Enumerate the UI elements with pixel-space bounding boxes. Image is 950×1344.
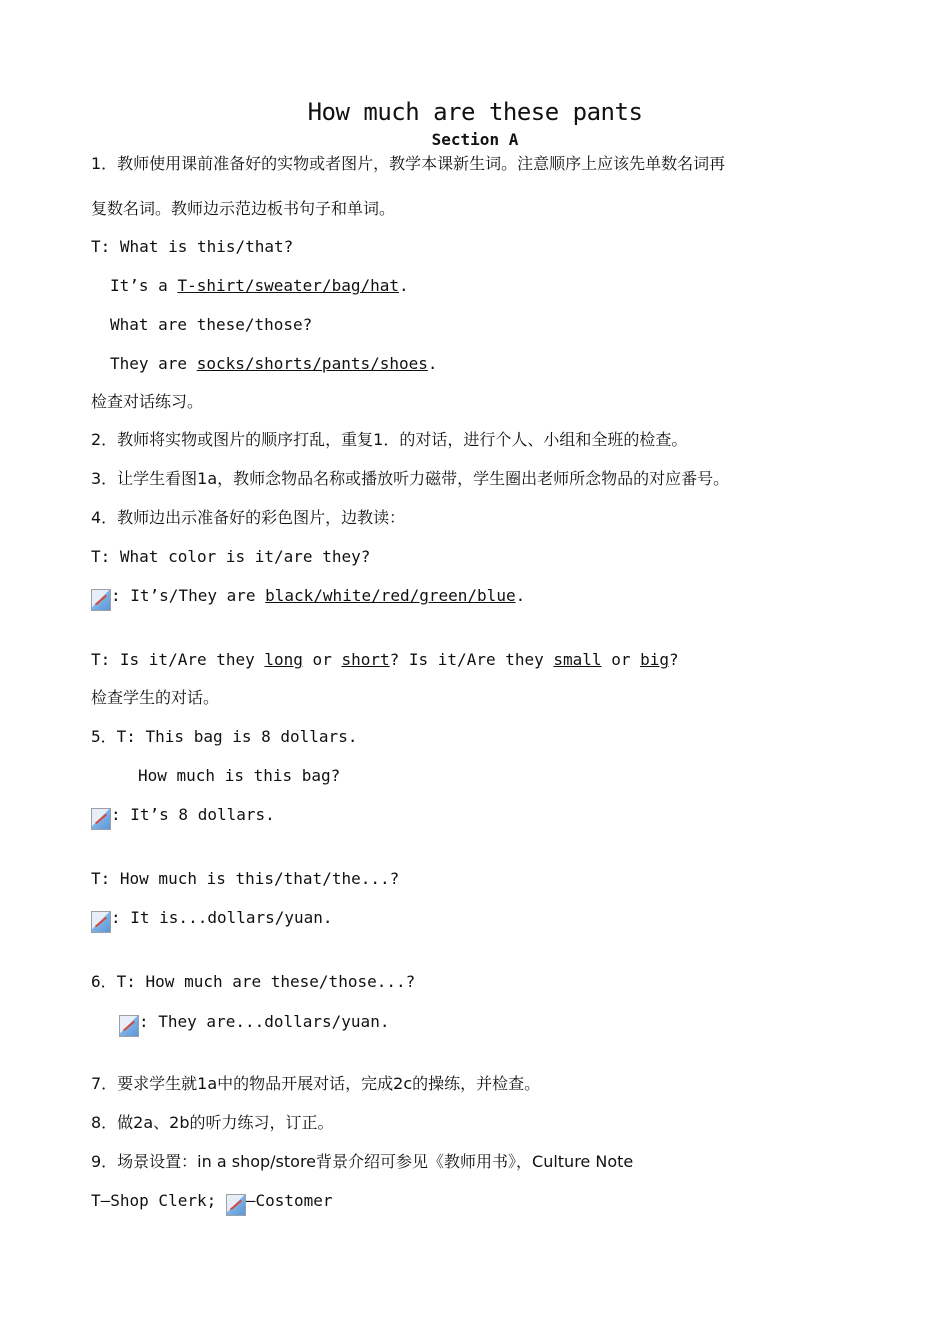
dialogue-line: T: How much is this/that/the...? [91, 869, 400, 888]
dialogue-line [119, 1012, 389, 1037]
underlined-words: T-shirt/sweater/bag/hat [177, 276, 399, 295]
dialogue-line: T: What is this/that? [91, 237, 294, 256]
dialogue-line [91, 586, 525, 611]
step-8: 8．做2a、2b的听力练习，订正。 [91, 1113, 334, 1132]
broken-image-icon [91, 911, 111, 933]
text-span: T—Shop Clerk; [91, 1191, 226, 1210]
dialogue-line [110, 276, 409, 296]
step-1-line-1: 1．教师使用课前准备好的实物或者图片，教学本课新生词。注意顺序上应该先单数名词再 [91, 154, 726, 173]
role-line [91, 1191, 333, 1216]
step-7: 7．要求学生就1a中的物品开展对话，完成2c的操练，并检查。 [91, 1074, 541, 1093]
text-span: They are [110, 354, 197, 373]
text-span: T: Is it/Are they [91, 650, 265, 669]
dialogue-line: T: What color is it/are they? [91, 547, 371, 566]
text-span: : They are...dollars/yuan. [139, 1012, 390, 1031]
text-span: . [427, 354, 438, 373]
broken-image-icon [91, 808, 111, 830]
broken-image-icon [119, 1015, 139, 1037]
step-6: 6．T: How much are these/those...? [91, 972, 416, 991]
dialogue-line [91, 650, 679, 670]
text-span: It’s a [110, 276, 178, 295]
underlined-words: big [640, 650, 669, 669]
text-span: : It’s 8 dollars. [111, 805, 275, 824]
dialogue-line [91, 805, 275, 830]
text-span: or [302, 650, 342, 669]
check-note: 检查对话练习。 [91, 392, 204, 411]
check-note: 检查学生的对话。 [91, 688, 220, 707]
section-subtitle: Section A [431, 130, 519, 149]
text-span: —Costomer [245, 1191, 333, 1210]
underlined-words: long [264, 650, 303, 669]
step-2: 2．教师将实物或图片的顺序打乱，重复1．的对话，进行个人、小组和全班的检查。 [91, 430, 688, 449]
broken-image-icon [226, 1194, 246, 1216]
underlined-words: socks/shorts/pants/shoes [196, 354, 428, 373]
underlined-words: black/white/red/green/blue [265, 586, 516, 605]
dialogue-line: How much is this bag? [138, 766, 341, 785]
text-span: . [399, 276, 409, 295]
dialogue-line: What are these/those? [110, 315, 313, 334]
underlined-words: short [341, 650, 390, 669]
text-span: . [515, 586, 526, 605]
dialogue-line [91, 908, 333, 933]
text-span: : It’s/They are [111, 586, 266, 605]
text-span: ? Is it/Are they [389, 650, 554, 669]
text-span: or [601, 650, 641, 669]
step-4: 4．教师边出示准备好的彩色图片，边教读： [91, 508, 406, 527]
step-9: 9．场景设置：in a shop/store背景介绍可参见《教师用书》，Culture Note [91, 1152, 634, 1171]
text-span: : It is...dollars/yuan. [111, 908, 333, 927]
text-span: ? [669, 650, 679, 669]
dialogue-line [110, 354, 438, 374]
step-3: 3．让学生看图1a，教师念物品名称或播放听力磁带，学生圈出老师所念物品的对应番号。 [91, 469, 730, 488]
underlined-words: small [553, 650, 602, 669]
broken-image-icon [91, 589, 111, 611]
step-1-line-2: 复数名词。教师边示范边板书句子和单词。 [91, 199, 396, 218]
page-title: How much are these pants [307, 98, 643, 126]
step-5: 5．T: This bag is 8 dollars. [91, 727, 358, 746]
